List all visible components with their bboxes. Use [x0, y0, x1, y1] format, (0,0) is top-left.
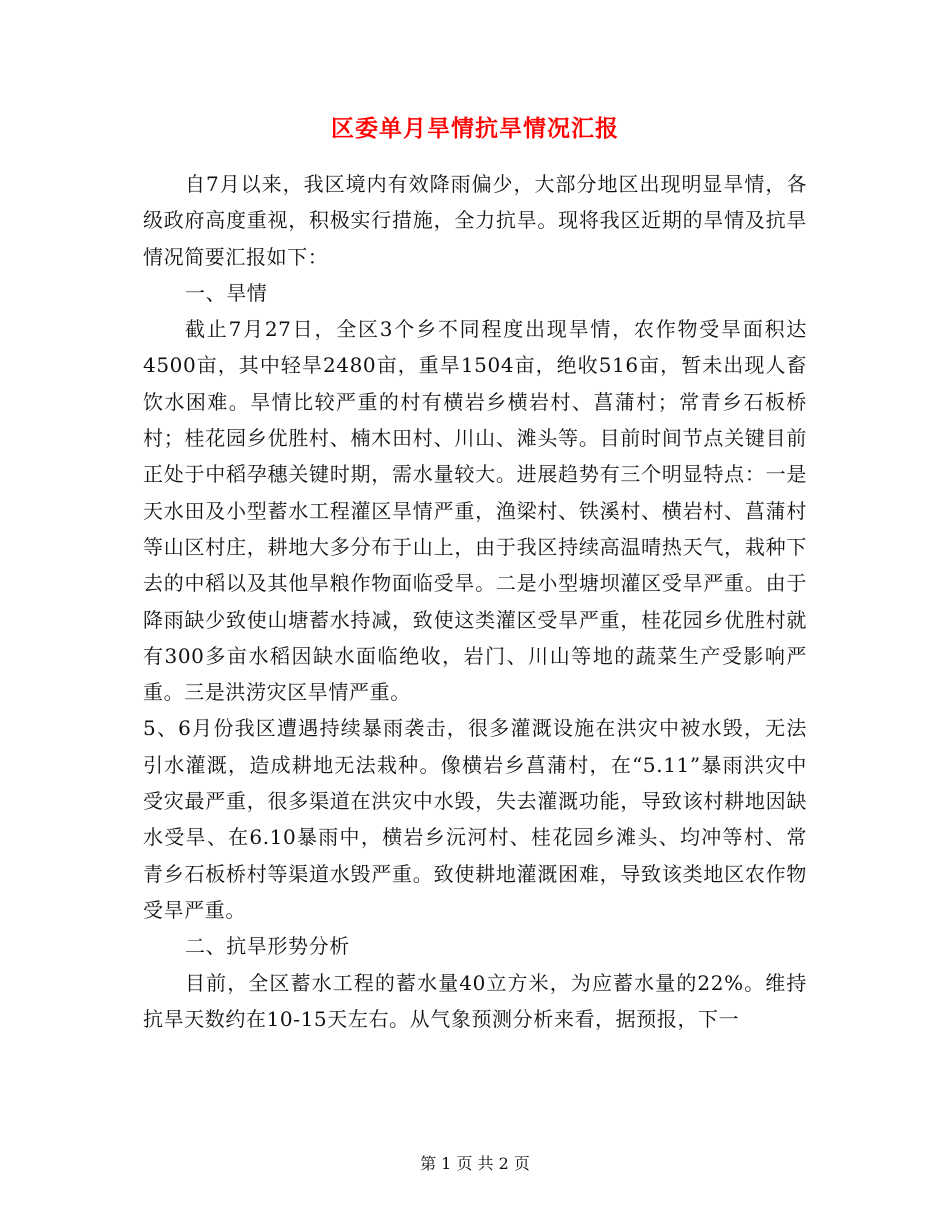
heading-drought: 一、旱情 — [185, 280, 268, 305]
paragraph-flood-impact: 5、6月份我区遭遇持续暴雨袭击，很多灌溉设施在洪灾中被水毁，无法引水灌溉，造成耕地无法栽种。像横岩乡菖蒲村，在“5.11”暴雨洪灾中受灾最严重，很多渠道在洪灾中水毁，失去灌溉功能，导致该村耕地因缺水受旱、在6.10暴雨中，横岩乡沅河村、桂花园乡滩头、均冲等村、常青乡石板桥村等渠道水毁严重。致使耕地灌溉困难，导致该类地区农作物受旱严重。 — [143, 716, 807, 922]
paragraph-intro: 自7月以来，我区境内有效降雨偏少，大部分地区出现明显旱情，各级政府高度重视，积极实行措施，全力抗旱。现将我区近期的旱情及抗旱情况简要汇报如下： — [143, 172, 807, 269]
paragraph-water-storage: 目前，全区蓄水工程的蓄水量40立方米，为应蓄水量的22%。维持抗旱天数约在10-15天左右。从气象预测分析来看，据预报，下一 — [143, 970, 807, 1031]
paragraph-drought-status: 截止7月27日，全区3个乡不同程度出现旱情，农作物受旱面积达4500亩，其中轻旱2480亩，重旱1504亩，绝收516亩，暂未出现人畜饮水困难。旱情比较严重的村有横岩乡横岩村、菖蒲村；常青乡石板桥村；桂花园乡优胜村、楠木田村、川山、滩头等。目前时间节点关键目前正处于中稻孕穗关键时期，需水量较大。进展趋势有三个明显特点：一是天水田及小型蓄水工程灌区旱情严重，渔梁村、铁溪村、横岩村、菖蒲村等山区村庄，耕地大多分布于山上，由于我区持续高温晴热天气，栽种下去的中稻以及其他旱粮作物面临受旱。二是小型塘坝灌区受旱严重。由于降雨缺少致使山塘蓄水持减，致使这类灌区受旱严重，桂花园乡优胜村就有300多亩水稻因缺水面临绝收，岩门、川山等地的蔬菜生产受影响严重。三是洪涝灾区旱情严重。 — [143, 317, 807, 705]
document-title: 区委单月旱情抗旱情况汇报 — [331, 115, 619, 142]
document-body — [143, 166, 807, 1037]
heading-situation-analysis: 二、抗旱形势分析 — [185, 934, 350, 959]
page-number: 第 1 页 共 2 页 — [420, 1154, 530, 1173]
